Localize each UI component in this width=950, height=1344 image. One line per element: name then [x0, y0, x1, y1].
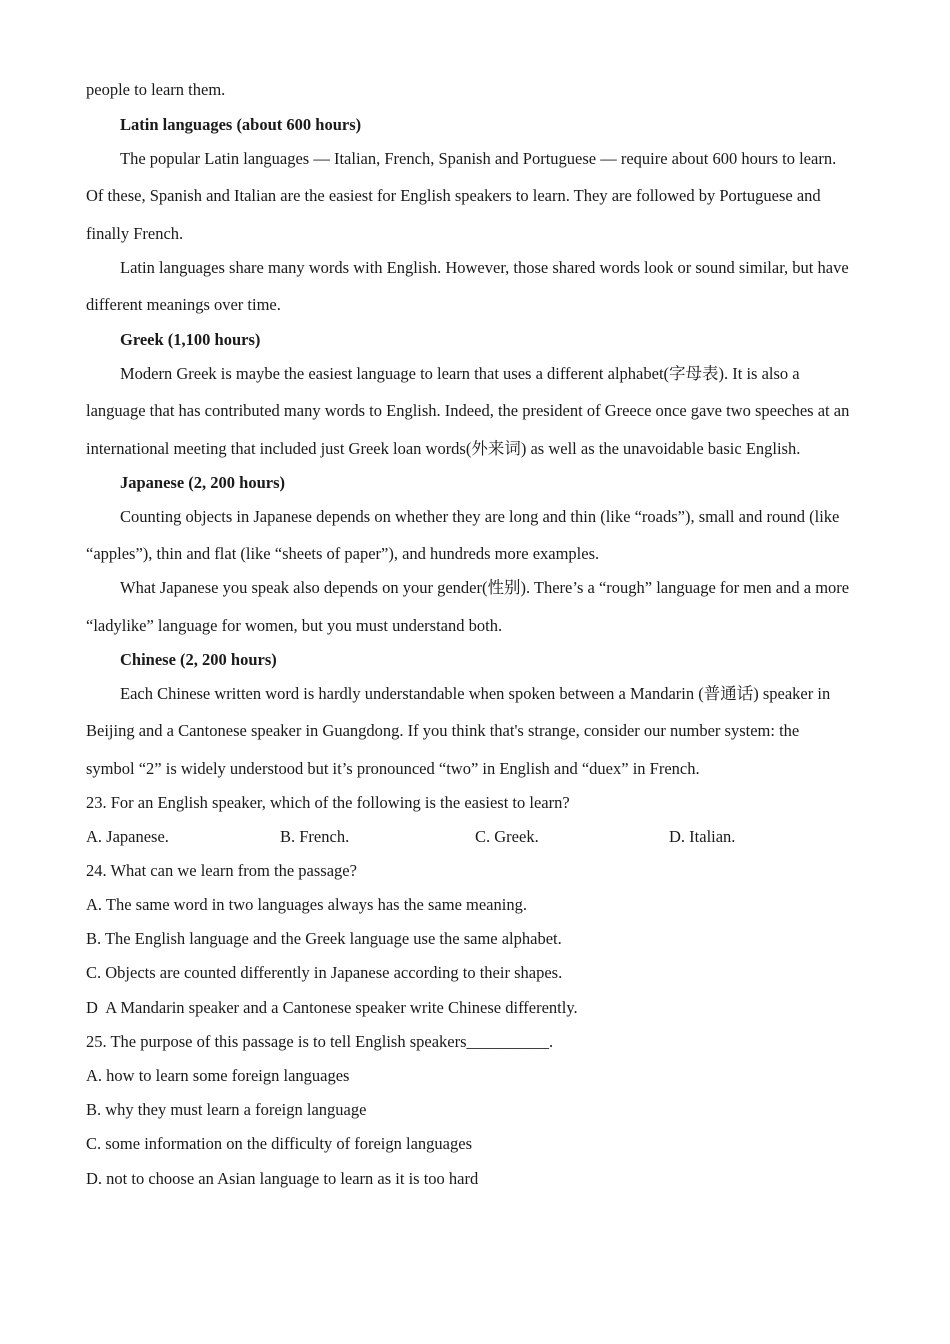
latin-heading: Latin languages (about 600 hours) — [120, 115, 362, 134]
latin-p1-line1: The popular Latin languages — Italian, French, Spanish and Portuguese — require about 600 hours to learn. — [120, 149, 837, 168]
japanese-heading: Japanese (2, 200 hours) — [120, 473, 286, 492]
q24-option-a: A. The same word in two languages always has the same meaning. — [86, 895, 527, 914]
q25-option-c: C. some information on the difficulty of foreign languages — [86, 1134, 472, 1153]
japanese-p2-line2: “ladylike” language for women, but you must understand both. — [86, 616, 503, 635]
japanese-p2-line1: What Japanese you speak also depends on your gender(性别). There’s a “rough” language for men and a more — [120, 578, 850, 597]
chinese-heading: Chinese (2, 200 hours) — [120, 650, 277, 669]
q25-option-a: A. how to learn some foreign languages — [86, 1066, 350, 1085]
latin-p1-line2: Of these, Spanish and Italian are the easiest for English speakers to learn. They are followed by Portuguese and — [86, 186, 821, 205]
q24-option-b: B. The English language and the Greek language use the same alphabet. — [86, 929, 562, 948]
chinese-p1-line3: symbol “2” is widely understood but it’s pronounced “two” in English and “duex” in French. — [86, 759, 700, 778]
q23-option-d: D. Italian. — [669, 827, 736, 846]
latin-p2-line1: Latin languages share many words with English. However, those shared words look or sound similar, but have — [120, 258, 849, 277]
q23-stem: 23. For an English speaker, which of the following is the easiest to learn? — [86, 793, 570, 812]
greek-heading: Greek (1,100 hours) — [120, 330, 261, 349]
japanese-p1-line1: Counting objects in Japanese depends on whether they are long and thin (like “roads”), small and round (like — [120, 507, 840, 526]
japanese-p1-line2: “apples”), thin and flat (like “sheets of paper”), and hundreds more examples. — [86, 544, 600, 563]
q24-option-c: C. Objects are counted differently in Japanese according to their shapes. — [86, 963, 563, 982]
latin-p1-line3: finally French. — [86, 224, 184, 243]
greek-p1-line3: international meeting that included just Greek loan words(外来词) as well as the unavoidable basic English. — [86, 439, 801, 458]
q23-option-c: C. Greek. — [475, 827, 539, 846]
q25-option-b: B. why they must learn a foreign language — [86, 1100, 367, 1119]
latin-p2-line2: different meanings over time. — [86, 295, 281, 314]
q23-option-b: B. French. — [280, 827, 350, 846]
q23-option-a: A. Japanese. — [86, 827, 169, 846]
intro-tail: people to learn them. — [86, 80, 226, 99]
q25-stem: 25. The purpose of this passage is to tell English speakers__________. — [86, 1032, 554, 1051]
q25-option-d: D. not to choose an Asian language to learn as it is too hard — [86, 1169, 479, 1188]
q24-stem: 24. What can we learn from the passage? — [86, 861, 357, 880]
q24-option-d: D A Mandarin speaker and a Cantonese speaker write Chinese differently. — [86, 998, 578, 1017]
greek-p1-line1: Modern Greek is maybe the easiest language to learn that uses a different alphabet(字母表). It is also a — [120, 364, 800, 383]
greek-p1-line2: language that has contributed many words to English. Indeed, the president of Greece once gave two speeches at an — [86, 401, 850, 420]
chinese-p1-line2: Beijing and a Cantonese speaker in Guangdong. If you think that's strange, consider our number system: the — [86, 721, 800, 740]
chinese-p1-line1: Each Chinese written word is hardly understandable when spoken between a Mandarin (普通话) speaker in — [120, 684, 831, 703]
